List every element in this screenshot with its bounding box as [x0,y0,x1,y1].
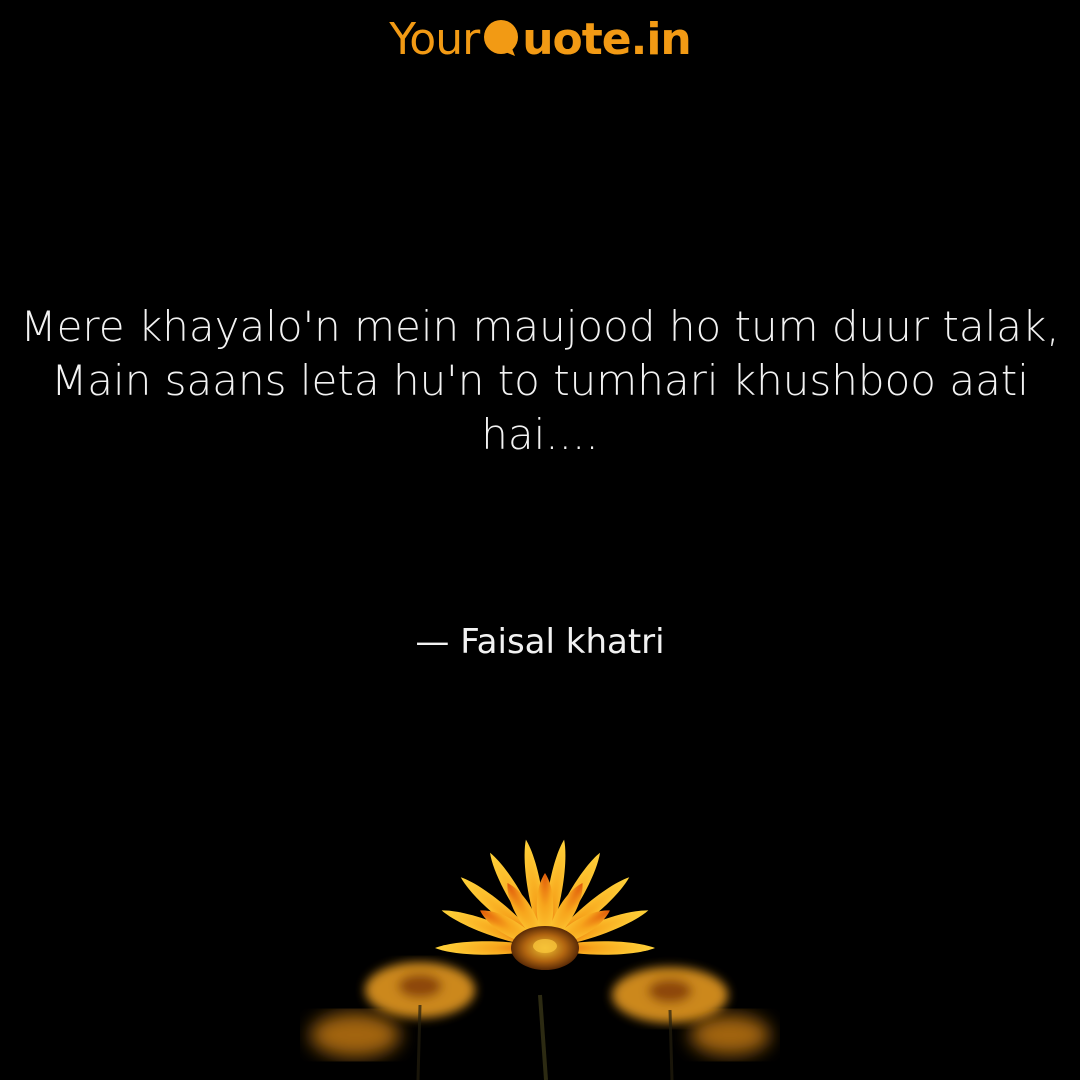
sunflower-illustration-icon [300,830,780,1080]
brand-prefix: Your [389,14,480,65]
quote-line: Main saans leta hu'n to tumhari khushboo aati hai.... [51,356,1029,459]
quote-bubble-icon [481,16,521,56]
quote-line: Mere khayalo'n mein maujood ho tum duur talak, [20,302,1060,351]
brand-logo [0,12,1080,68]
brand-suffix: uote.in [522,14,691,65]
quote-text [20,300,1060,462]
author-name: — Faisal khatri [415,622,665,662]
